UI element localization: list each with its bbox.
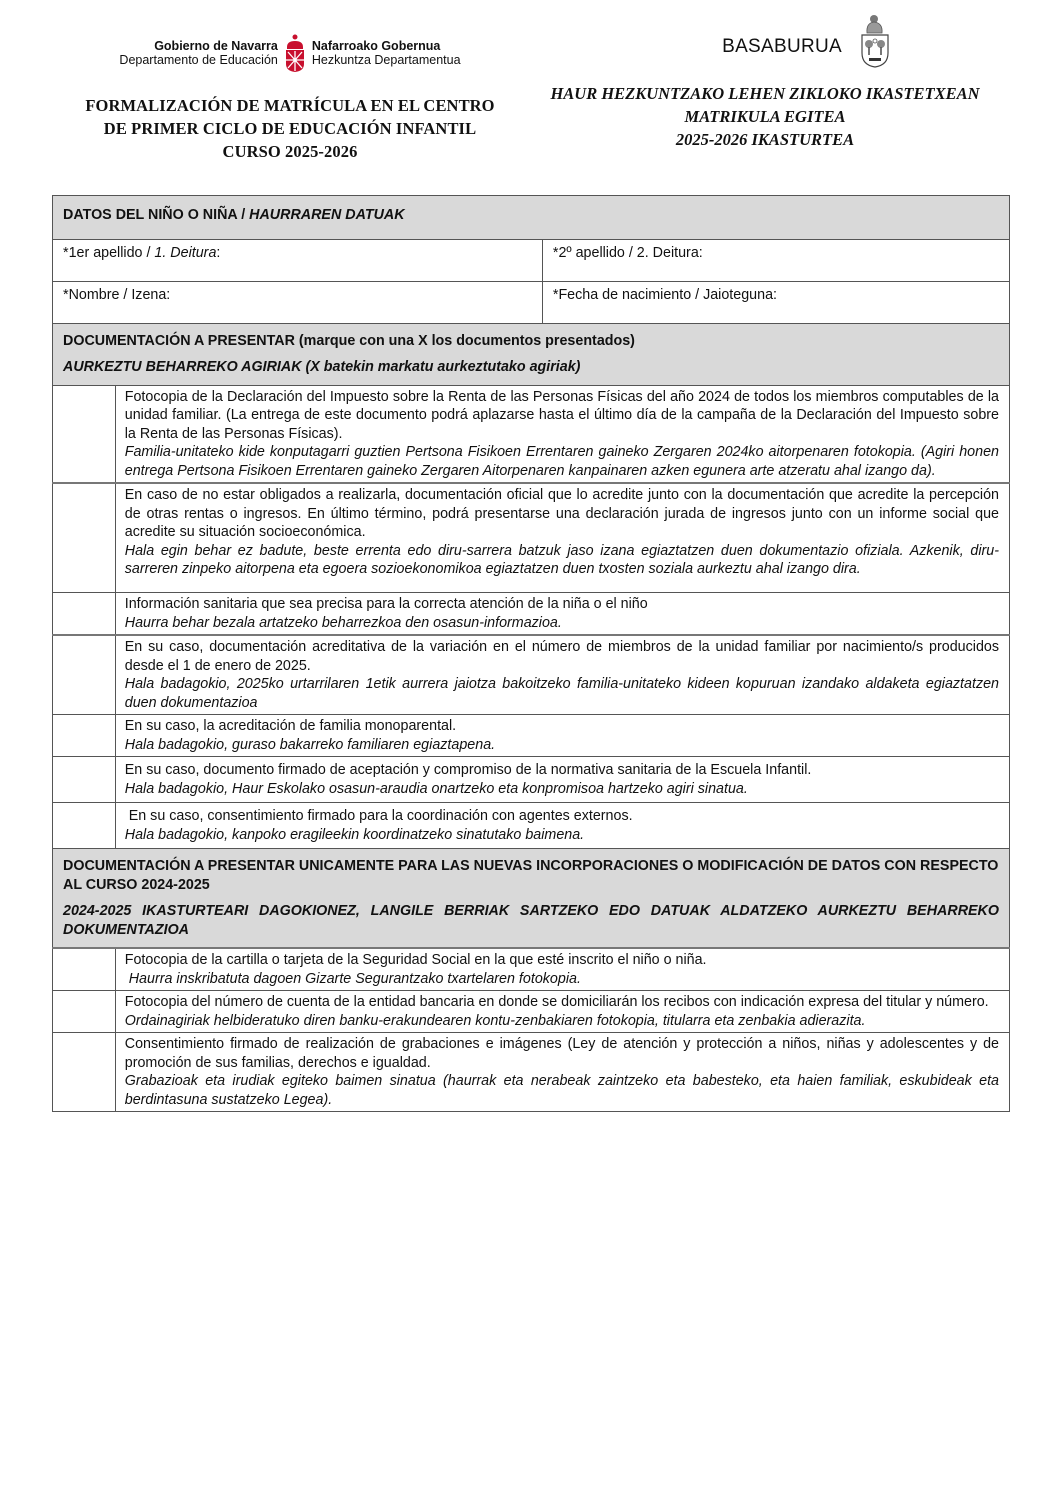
enrollment-form-table [52,195,1010,1112]
child-section-title [53,196,1010,240]
new-section-header [53,849,1010,949]
doc-text-eu: Hala badagokio, kanpoko eragileekin koordinatzeko sinatutako baimena. [124,826,585,843]
title-es-line-2: DE PRIMER CICLO DE EDUCACIÓN INFANTIL [103,119,477,138]
docs-title-es-note: (marque con una X los documentos presentados) [294,332,635,349]
doc-checkbox-cell[interactable] [53,991,116,1033]
doc-text-es: En su caso, documentación acreditativa de la variación en el número de miembros de la unidad familiar por nacimiento/s producidos desde el 1 de enero de 2025. [124,639,999,674]
title-es-line-1: FORMALIZACIÓN DE MATRÍCULA EN EL CENTRO [85,96,495,115]
gov-dept-eu: Hezkuntza Departamentua [311,53,461,67]
child-section-title-eu: HAURRAREN DATUAK [249,207,405,223]
surname1-label-es: *1er apellido / [63,244,155,261]
basaburua-coat-of-arms-icon [858,13,892,69]
surname2-field[interactable] [542,239,1009,281]
gov-logo-text-eu [312,39,461,67]
document-title-eu [520,82,1010,151]
government-logo [60,30,520,76]
birthdate-field[interactable] [542,281,1009,323]
new-section-title [53,849,1010,949]
docs-title-eu: AURKEZTU BEHARREKO AGIRIAK (X batekin markatu aurkeztutako agiriak) [63,359,581,375]
municipality-logo [520,10,1010,72]
gov-name-es: Gobierno de Navarra [154,39,278,53]
doc-text-es: En su caso, consentimiento firmado para la coordinación con agentes externos. [124,808,633,824]
doc-row [53,757,1010,803]
doc-description [115,991,1009,1033]
name-label: *Nombre / Izena: [63,286,171,303]
gov-logo-text-es [119,39,277,67]
doc-text-eu: Haurra behar bezala artatzeko beharrezkoa den osasun-informazioa. [124,614,562,631]
header-right [520,10,1010,151]
child-section-header [53,196,1010,240]
doc-description [115,635,1009,715]
new-section-title-eu: 2024-2025 IKASTURTEARI DAGOKIONEZ, LANGILE BERRIAK SARTZEKO EDO DATUAK ALDATZEKO AURKEZTU BEHARREKO DOKUMENTAZIOA [63,903,999,938]
doc-checkbox-cell[interactable] [53,757,116,803]
municipality-name: BASABURUA [722,36,842,57]
doc-description [115,1033,1009,1112]
doc-text-eu: Hala badagokio, guraso bakarreko familiaren egiaztapena. [124,736,496,753]
name-field[interactable] [53,281,543,323]
doc-text-es: Fotocopia de la Declaración del Impuesto sobre la Renta de las Personas Físicas del año 2024 de todos los miembros computables de la unidad familiar. (La entrega de este documento podrá aplazarse hasta el último día de la campaña de la Declaración del Impuesto sobre la Renta de las Personas Físicas). [124,388,999,442]
doc-checkbox-cell[interactable] [53,635,116,715]
doc-description [115,803,1009,849]
doc-description [115,593,1009,636]
birthdate-label: *Fecha de nacimiento / Jaioteguna: [552,286,778,303]
doc-text-eu: Ordainagiriak helbideratuko diren banku-erakundearen kontu-zenbakiaren fotokopia, titularra eta zenbakia adierazita. [124,1012,866,1029]
doc-text-es: En su caso, la acreditación de familia monoparental. [124,718,457,734]
doc-text-eu: Haurra inskribatuta dagoen Gizarte Segurantzako txartelaren fotokopia. [124,970,581,987]
gov-dept-es: Departamento de Educación [119,53,278,67]
doc-row [53,803,1010,849]
gov-name-eu: Nafarroako Gobernua [311,39,441,53]
navarra-coat-of-arms-icon [284,33,306,73]
doc-checkbox-cell[interactable] [53,803,116,849]
title-es-line-3: CURSO 2025-2026 [222,142,358,161]
doc-row [53,593,1010,636]
docs-section-title [53,323,1010,385]
doc-text-eu: Grabazioak eta irudiak egiteko baimen sinatua (haurrak eta nerabeak zaintzeko eta babesteko, eta haien familiak, eskubideak eta berdintasuna sustatzeko Legea). [124,1073,999,1108]
doc-description [115,757,1009,803]
new-doc-row [53,1033,1010,1112]
doc-checkbox-cell[interactable] [53,715,116,757]
doc-text-eu: Hala egin behar ez badute, beste errenta edo diru-sarrera batzuk jaso izana egiaztatzen duen dokumentazio ofiziala. Azkenik, diru-sarreren zinpeko aitorpena eta egoera sozioekonomikoa egiaztatzen duen txosten soziala aurkeztu ahal izango dira. [124,542,999,577]
surname1-label-eu: 1. Deitura [154,244,217,261]
doc-text-eu: Hala badagokio, 2025ko urtarrilaren 1etik aurrera jaiotza bakoitzeko familia-unitateko kideen kopuruan izandako aldaketa egiaztatzen duen dokumentazioa [124,676,999,711]
doc-text-eu: Hala badagokio, Haur Eskolako osasun-araudia onartzeko eta konpromisoa hartzeko agiri sinatua. [124,780,748,797]
doc-description [115,948,1009,991]
doc-checkbox-cell[interactable] [53,593,116,636]
child-fields-row-2 [53,281,1010,323]
doc-checkbox-cell[interactable] [53,385,116,483]
doc-text-es: En su caso, documento firmado de aceptación y compromiso de la normativa sanitaria de la Escuela Infantil. [124,762,812,778]
docs-title-es: DOCUMENTACIÓN A PRESENTAR [63,332,295,349]
surname1-field[interactable] [53,239,543,281]
document-title-es [60,94,520,163]
docs-section-header [53,323,1010,385]
doc-row [53,635,1010,715]
new-doc-row [53,948,1010,991]
doc-checkbox-cell[interactable] [53,483,116,593]
child-section-title-es: DATOS DEL NIÑO O NIÑA / [63,207,250,223]
title-eu-line-3: 2025-2026 IKASTURTEA [675,130,855,149]
doc-row [53,483,1010,593]
child-fields-row-1 [53,239,1010,281]
doc-text-eu: Familia-unitateko kide konputagarri guztien Pertsona Fisikoen Errentaren gaineko Zergaren 2024ko aitorpenaren fotokopia. (Agiri honen entrega Pertsona Fisikoen Errentaren gaineko Zergaren Aitorpenaren kanpainaren azken egunera arte atzeratu ahal izango da). [124,444,999,479]
doc-description [115,483,1009,593]
header-left [60,20,520,163]
doc-text-es: Información sanitaria que sea precisa para la correcta atención de la niña o el niño [124,596,648,612]
doc-text-es: Consentimiento firmado de realización de grabaciones e imágenes (Ley de atención y protección a niños, niñas y adolescentes y de promoción de sus familias, derechos e igualdad. [124,1036,999,1071]
doc-row [53,715,1010,757]
doc-text-es: Fotocopia del número de cuenta de la entidad bancaria en donde se domiciliarán los recibos con indicación expresa del titular y número. [124,994,989,1010]
title-eu-line-1: HAUR HEZKUNTZAKO LEHEN ZIKLOKO IKASTETXEAN [550,84,980,103]
doc-text-es: Fotocopia de la cartilla o tarjeta de la Seguridad Social en la que esté inscrito el niño o niña. [124,952,707,968]
new-section-title-es: DOCUMENTACIÓN A PRESENTAR UNICAMENTE PARA LAS NUEVAS INCORPORACIONES O MODIFICACIÓN DE DATOS CON RESPECTO AL CURSO 2024-2025 [63,858,999,893]
doc-text-es: En caso de no estar obligados a realizarla, documentación oficial que lo acredite junto con la documentación que acredite la percepción de otras rentas o ingresos. En último término, podrá presentarse una declaración jurada de ingresos junto con un informe social que acredite su situación socioeconómica. [124,487,999,540]
new-doc-row [53,991,1010,1033]
doc-description [115,385,1009,483]
doc-checkbox-cell[interactable] [53,948,116,991]
doc-checkbox-cell[interactable] [53,1033,116,1112]
surname2-label: *2º apellido / 2. Deitura: [552,244,703,261]
doc-description [115,715,1009,757]
surname1-colon: : [216,244,221,261]
title-eu-line-2: MATRIKULA EGITEA [684,107,846,126]
doc-row [53,385,1010,483]
